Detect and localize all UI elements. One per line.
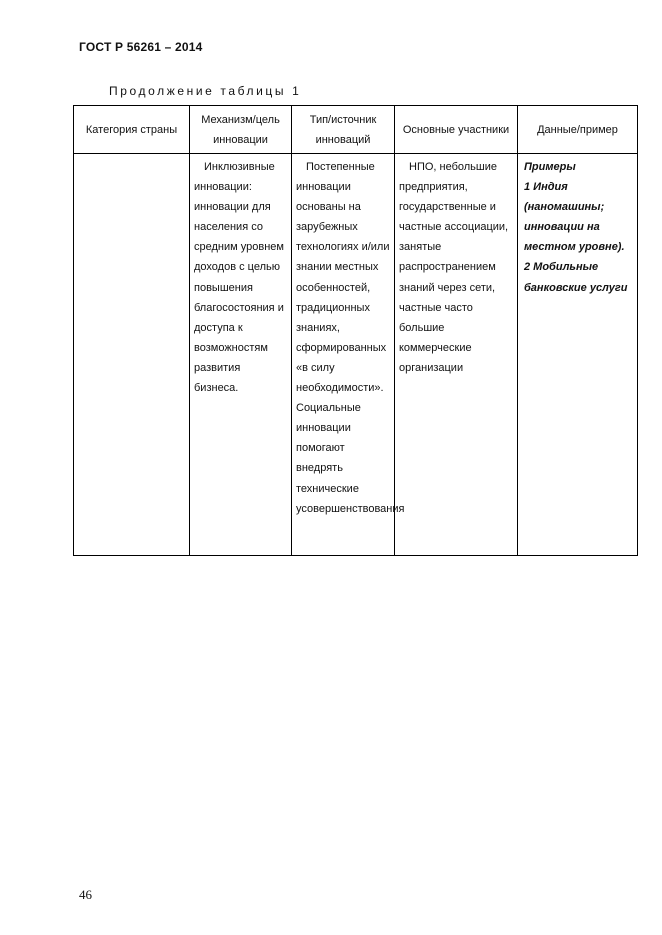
document-code-header: ГОСТ Р 56261 – 2014 [79, 40, 203, 54]
column-header-source: Тип/источник инноваций [292, 106, 395, 154]
column-header-country-category: Категория страны [74, 106, 190, 154]
column-header-participants: Основные участники [395, 106, 518, 154]
table-row [74, 154, 638, 556]
cell-participants: НПО, небольшие предприятия, государственные и частные ассоциации, занятые распространением знаний через сети, частные часто большие коммерческие организации [395, 154, 518, 556]
column-header-examples: Данные/пример [518, 106, 638, 154]
innovation-table [73, 105, 638, 556]
cell-source: Постепенные инновации основаны на зарубежных технологиях и/или знании местных особенностей, традиционных знаниях, сформированных «в силу необходимости». Социальные инновации помогают внедрять технические усовершенствования [292, 154, 395, 556]
cell-mechanism: Инклюзивные инновации: инновации для населения со средним уровнем доходов с целью повышения благосостояния и доступа к возможностям развития бизнеса. [190, 154, 292, 556]
cell-country-category [74, 154, 190, 556]
table-header-row [74, 106, 638, 154]
page-number: 46 [79, 887, 92, 902]
column-header-mechanism: Механизм/цель инновации [190, 106, 292, 154]
table-continuation-caption: Продолжение таблицы 1 [109, 84, 302, 98]
cell-examples: Примеры 1 Индия (наномашины; инновации на местном уровне). 2 Мобильные банковские услуги [518, 154, 638, 556]
